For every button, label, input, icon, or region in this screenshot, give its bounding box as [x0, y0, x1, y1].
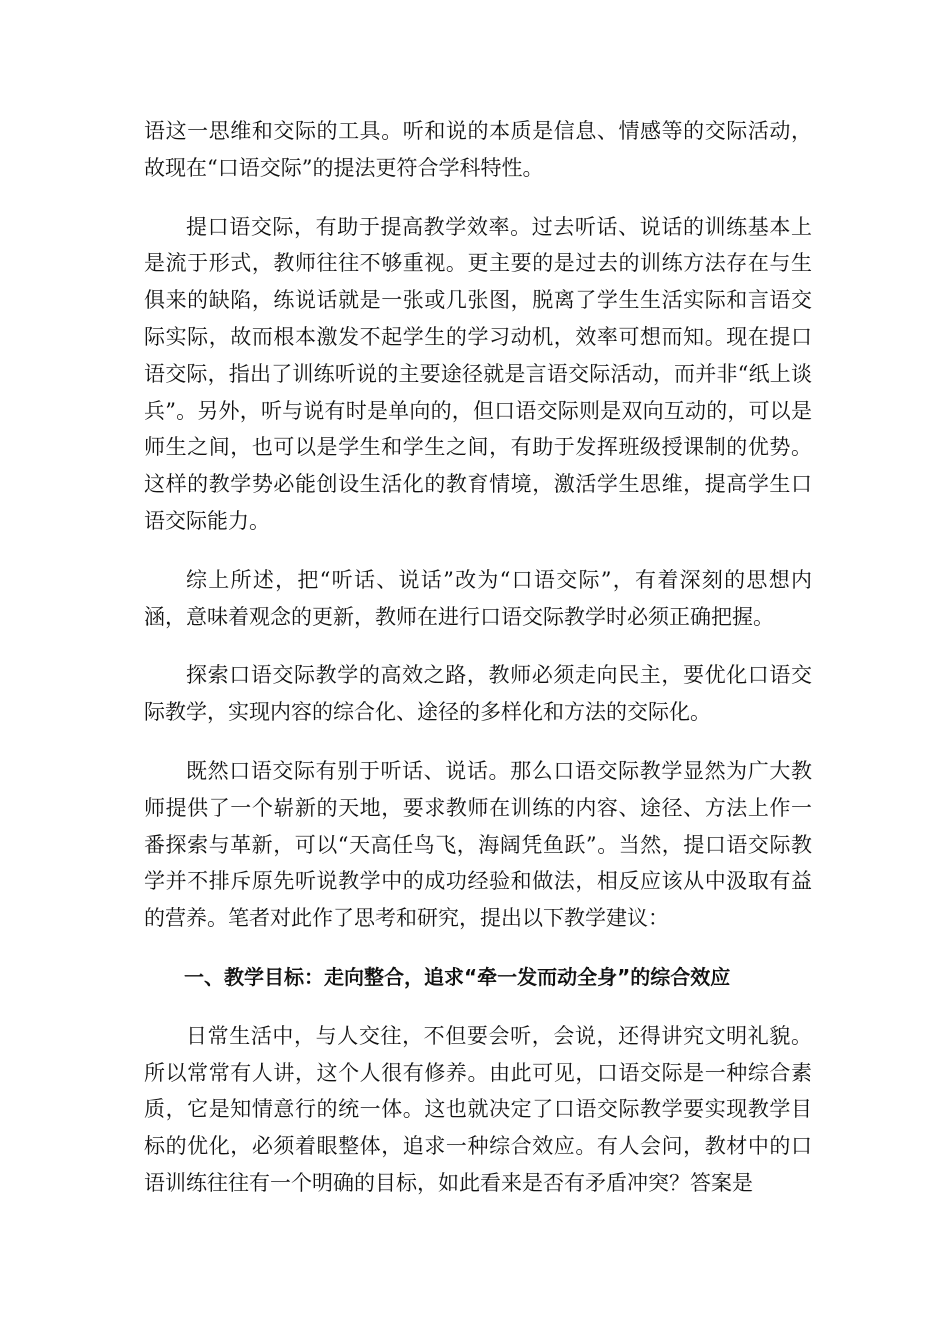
- paragraph-explore: 探索口语交际教学的高效之路，教师必须走向民主，要优化口语交际教学，实现内容的综合化、途径的多样化和方法的交际化。: [144, 663, 812, 725]
- paragraph-daily-life: 日常生活中，与人交往，不但要会听，会说，还得讲究文明礼貌。所以常常有人讲，这个人很有修养。由此可见，口语交际是一种综合素质，它是知情意行的统一体。这也就决定了口语交际教学要实现教学目标的优化，必须着眼整体，追求一种综合效应。有人会问，教材中的口语训练往往有一个明确的目标，如此看来是否有矛盾冲突？答案是: [144, 1023, 812, 1195]
- paragraph-summary: 综上所述，把“听话、说话”改为“口语交际”，有着深刻的思想内涵，意味着观念的更新，教师在进行口语交际教学时必须正确把握。: [144, 567, 812, 629]
- paragraph-efficiency: 提口语交际，有助于提高教学效率。过去听话、说话的训练基本上是流于形式，教师往往不够重视。更主要的是过去的训练方法存在与生俱来的缺陷，练说话就是一张或几张图，脱离了学生生活实际和言语交际实际，故而根本激发不起学生的学习动机，效率可想而知。现在提口语交际，指出了训练听说的主要途径就是言语交际活动，而并非“纸上谈兵”。另外，听与说有时是单向的，但口语交际则是双向互动的，可以是师生之间，也可以是学生和学生之间，有助于发挥班级授课制的优势。这样的教学势必能创设生活化的教育情境，激活学生思维，提高学生口语交际能力。: [144, 214, 812, 533]
- document-body: [144, 113, 812, 1224]
- paragraph-suggestions: 既然口语交际有别于听话、说话。那么口语交际教学显然为广大教师提供了一个崭新的天地，要求教师在训练的内容、途径、方法上作一番探索与革新，可以“天高任鸟飞，海阔凭鱼跃”。当然，提口语交际教学并不排斥原先听说教学中的成功经验和做法，相反应该从中汲取有益的营养。笔者对此作了思考和研究，提出以下教学建议：: [144, 758, 812, 931]
- section-heading: 一、教学目标：走向整合，追求“牵一发而动全身”的综合效应: [184, 964, 731, 989]
- paragraph-continuation: 语这一思维和交际的工具。听和说的本质是信息、情感等的交际活动，故现在“口语交际”的提法更符合学科特性。: [144, 119, 812, 180]
